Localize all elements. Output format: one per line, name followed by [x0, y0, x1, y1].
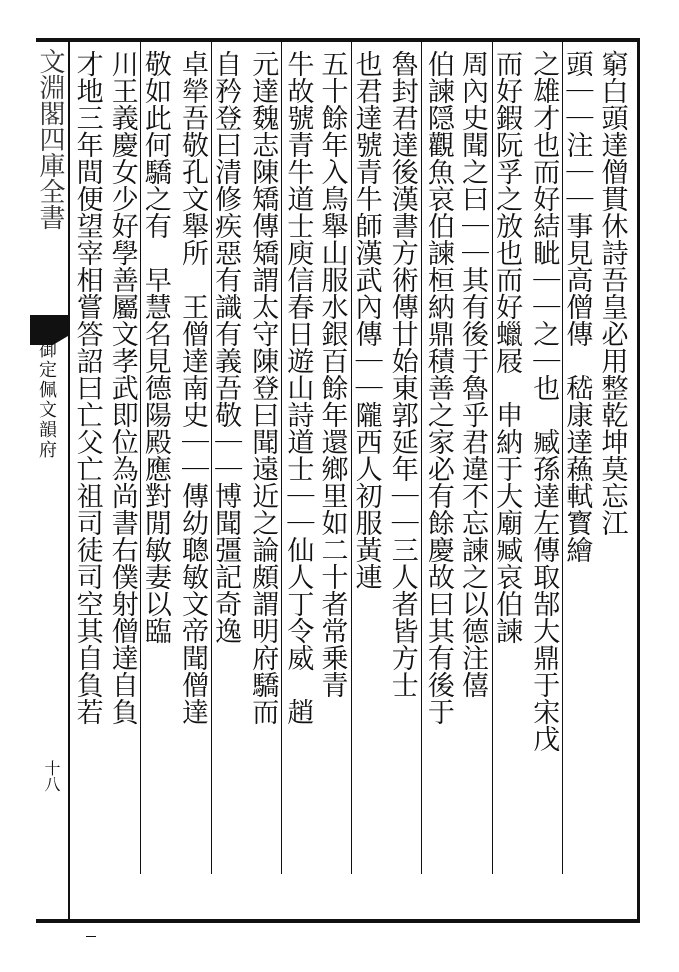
text-column: 元達魏志陳矯傳矯謂太守陳登曰聞遠近之論頗謂明府驕而: [247, 50, 279, 725]
text-column: 川王義慶女少好學善屬文孝武即位為尚書右僕射僧達自負: [106, 50, 138, 725]
text-column: 五十餘年入鳥舉山服水銀百餘年還鄉里如二十者常乗青: [316, 50, 348, 698]
text-column: 卓犖吾敬孔文舉所 王僧達南史｜｜傳幼聰敏文帝聞僧達: [176, 50, 208, 725]
text-column: 頭｜｜注｜｜事見高僧傳 嵇康達蘓軾寳繪: [561, 50, 593, 563]
bottom-mark: [86, 936, 96, 937]
text-column: 而好鍜阮孚之放也而好蠟屐 申納于大廟臧哀伯諫: [491, 50, 523, 644]
column-rule: [421, 42, 422, 874]
text-column: 自矜登曰清修疾惡有識有義吾敬｜｜博聞彊記奇逸: [210, 50, 242, 644]
text-column: 也君達號青牛師漢武內傳｜｜隴西人初服黃連: [350, 50, 382, 590]
book-title: 御定佩文韻府: [36, 340, 57, 460]
page-number: 十八: [42, 760, 61, 792]
text-column: 之雄才也而好結眦｜｜之｜也 臧孫達左傳取郜大鼎于宋戊: [528, 50, 560, 752]
column-rule: [351, 42, 352, 874]
margin-column: [30, 40, 70, 920]
column-rule: [492, 42, 493, 874]
text-column: 周內史聞之曰｜｜其有後于魯乎君違不忘諫之以德注僖: [456, 50, 488, 698]
text-column: 敬如此何驕之有 早慧名見德陽殿應對閒敏妻以臨: [139, 50, 171, 644]
text-column: 伯諫隠觀魚哀伯諫桓納鼎積善之家必有餘慶故曰其有後于: [422, 50, 454, 725]
text-column: 牛故號青牛道士庾信春日遊山詩道士｜｜仙人丁令威 趙: [282, 50, 314, 725]
column-rule: [281, 42, 282, 874]
text-column: 才地三年間便望宰相嘗答詔曰亡父亡祖司徒司空其自負若: [71, 50, 103, 725]
text-column: 窮白頭達僧貫休詩吾皇必用整乾坤莫忘江: [596, 50, 628, 536]
column-rule: [140, 42, 141, 874]
column-rule: [562, 42, 563, 874]
column-rule: [211, 42, 212, 874]
text-column: 魯封君達後漢書方術傳廿始東郭延年｜｜三人者皆方士: [386, 50, 418, 698]
margin-top-text: 文淵閣四庫全書: [35, 48, 65, 230]
